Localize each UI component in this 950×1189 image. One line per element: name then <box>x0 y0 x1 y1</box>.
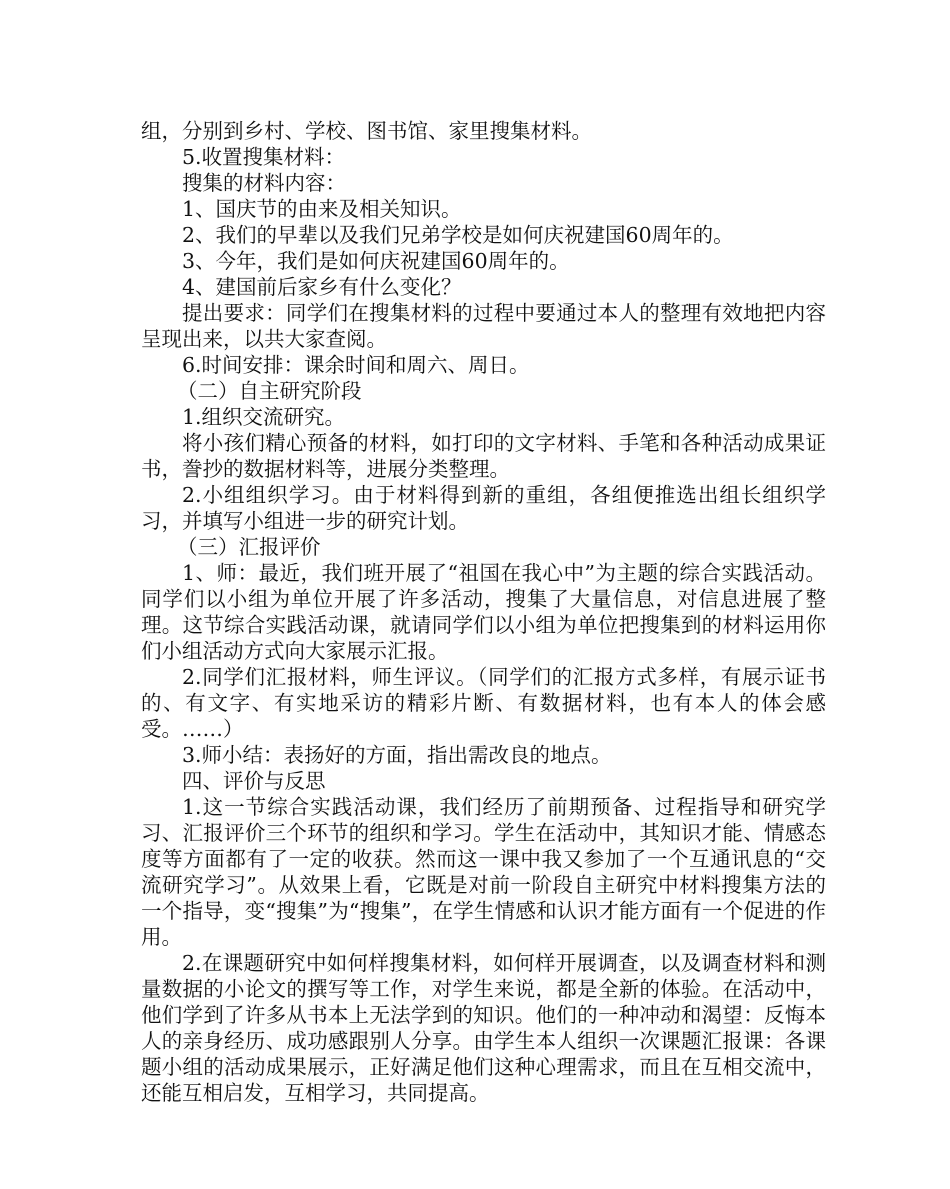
paragraph: 将小孩们精心预备的材料，如打印的文字材料、手笔和各种活动成果证书，誊抄的数据材料等，进展分类整理。 <box>141 431 826 481</box>
paragraph: 2.同学们汇报材料，师生评议。（同学们的汇报方式多样，有展示证书的、有文字、有实地采访的精彩片断、有数据材料，也有本人的体会感受。……） <box>141 665 826 741</box>
paragraph: 1.组织交流研究。 <box>182 405 346 429</box>
section-heading: （二）自主研究阶段 <box>177 379 362 403</box>
paragraph: 2.在课题研究中如何样搜集材料，如何样开展调查，以及调查材料和测量数据的小论文的撰写等工作，对学生来说，都是全新的体验。在活动中，他们学到了许多从书本上无法学到的知识。他们的一种冲动和渴望：反悔本人的亲身经历、成功感跟别人分享。由学生本人组织一次课题汇报课：各课题小组的活动成果展示，正好满足他们这种心理需求，而且在互相交流中，还能互相启发，互相学习，共同提高。 <box>141 951 826 1105</box>
paragraph: 2.小组组织学习。由于材料得到新的重组，各组便推选出组长组织学习，并填写小组进一步的研究计划。 <box>141 483 826 533</box>
paragraph: 5.收置搜集材料： <box>182 145 346 169</box>
paragraph: 1.这一节综合实践活动课，我们经历了前期预备、过程指导和研究学习、汇报评价三个环节的组织和学习。学生在活动中，其知识才能、情感态度等方面都有了一定的收获。然而这一课中我又参加了一个互通讯息的“交流研究学习”。从效果上看，它既是对前一阶段自主研究中材料搜集方法的一个指导，变“搜集”为“搜集”，在学生情感和认识才能方面有一个促进的作用。 <box>141 795 826 949</box>
paragraph: 3.师小结：表扬好的方面，指出需改良的地点。 <box>182 743 612 767</box>
paragraph: 组，分别到乡村、学校、图书馆、家里搜集材料。 <box>141 119 592 143</box>
paragraph: 提出要求：同学们在搜集材料的过程中要通过本人的整理有效地把内容呈现出来，以共大家查阅。 <box>141 301 826 351</box>
document-body <box>141 118 826 1106</box>
paragraph: 搜集的材料内容： <box>182 171 346 195</box>
paragraph: 6.时间安排：课余时间和周六、周日。 <box>182 353 530 377</box>
paragraph: 1、国庆节的由来及相关知识。 <box>182 197 462 221</box>
section-heading: 四、评价与反思 <box>182 769 326 793</box>
section-heading: （三）汇报评价 <box>177 535 321 559</box>
paragraph: 2、我们的早辈以及我们兄弟学校是如何庆祝建国60周年的。 <box>182 223 734 247</box>
paragraph: 4、建国前后家乡有什么变化？ <box>182 275 462 299</box>
paragraph: 3、今年，我们是如何庆祝建国60周年的。 <box>182 249 570 273</box>
paragraph: 1、师：最近，我们班开展了“祖国在我心中”为主题的综合实践活动。同学们以小组为单位开展了许多活动，搜集了大量信息，对信息进展了整理。这节综合实践活动课，就请同学们以小组为单位把搜集到的材料运用你们小组活动方式向大家展示汇报。 <box>141 561 826 663</box>
